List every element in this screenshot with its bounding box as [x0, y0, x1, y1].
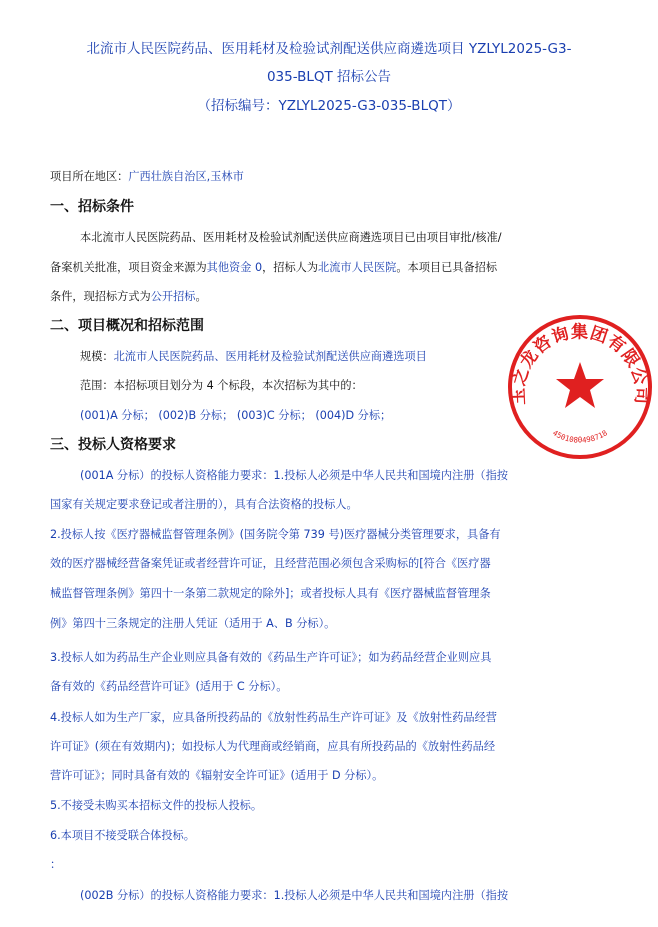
- qualification-line: 营许可证》；同时具备有效的《辐射安全许可证》(适用于 D 分标）。: [50, 769, 384, 782]
- qualification-line: 4.投标人如为生产厂家，应具备所投药品的《放射性药品生产许可证》及《放射性药品经营: [50, 711, 497, 724]
- qualification-line: 备有效的《药品经营许可证》(适用于 C 分标）。: [50, 680, 288, 693]
- fund-source: 其他资金 0: [206, 261, 263, 274]
- region-label: 项目所在地区：: [50, 170, 129, 183]
- qualification-line: ：: [50, 858, 62, 871]
- section-heading-qualifications: 三、投标人资格要求: [50, 437, 176, 453]
- project-scope: 范围：本招标项目划分为 4 个标段，本次招标为其中的：: [80, 379, 363, 392]
- qualification-line: 6.本项目不接受联合体投标。: [50, 829, 195, 842]
- star-icon: [556, 362, 604, 408]
- section-heading-conditions: 一、招标条件: [50, 199, 134, 215]
- qualification-line: 3.投标人如为药品生产企业则应具备有效的《药品生产许可证》；如为药品经营企业则应具: [50, 651, 492, 664]
- section-heading-overview: 二、项目概况和招标范围: [50, 318, 204, 334]
- qualification-line: 械监督管理条例》第四十一条第二款规定的除外]；或者投标人具有《医疗器械监督管理条: [50, 587, 491, 600]
- qualification-line: 效的医疗器械经营备案凭证或者经营许可证，且经营范围必须包含采购标的[符合《医疗器: [50, 557, 491, 570]
- qualification-line: 许可证》(须在有效期内)；如投标人为代理商或经销商，应具有所投药品的《放射性药品经: [50, 740, 496, 753]
- company-seal: [505, 312, 655, 462]
- project-scale: 规模：北流市人民医院药品、医用耗材及检验试剂配送供应商遴选项目: [80, 350, 427, 363]
- qualification-line: (002B 分标）的投标人资格能力要求：1.投标人必须是中华人民共和国境内注册（指按: [80, 889, 509, 902]
- conditions-paragraph-line-1: 本北流市人民医院药品、医用耗材及检验试剂配送供应商遴选项目已由项目审批/核准/: [80, 231, 502, 244]
- qualification-line: (001A 分标）的投标人资格能力要求：1.投标人必须是中华人民共和国境内注册（指按: [80, 469, 508, 482]
- qualification-line: 国家有关规定要求登记或者注册的），具有合法资格的投标人。: [50, 498, 358, 511]
- tender-method: 公开招标: [150, 290, 196, 303]
- title-line-1: 北流市人民医院药品、医用耗材及检验试剂配送供应商遴选项目 YZLYL2025-G3-: [86, 41, 572, 57]
- tender-number: （招标编号：YZLYL2025-G3-035-BLQT）: [197, 98, 461, 114]
- svg-text:4501080498718: [551, 428, 609, 445]
- project-region: [50, 169, 610, 185]
- qualification-line: 2.投标人按《医疗器械监督管理条例》(国务院令第 739 号)医疗器械分类管理要求，具备有: [50, 528, 501, 541]
- qualification-line: 5.不接受未购买本招标文件的投标人投标。: [50, 799, 263, 812]
- lot-list: (001)A 分标； (002)B 分标； (003)C 分标； (004)D 分标；: [80, 409, 392, 422]
- seal-number: 4501080498718: [551, 428, 609, 445]
- region-value: 广西壮族自治区,玉林市: [128, 170, 244, 183]
- conditions-paragraph-line-2: 备案机关批准，项目资金来源为其他资金 0，招标人为北流市人民医院。本项目已具备招标: [50, 261, 498, 274]
- qualification-line: 例》第四十三条规定的注册人凭证（适用于 A、B 分标）。: [50, 617, 336, 630]
- title-line-2: 035-BLQT 招标公告: [266, 69, 392, 85]
- tenderer-name: 北流市人民医院: [318, 261, 397, 274]
- conditions-paragraph-line-3: 条件，现招标方式为公开招标。: [50, 290, 207, 303]
- seal-text: 玉之龙咨询集团有限公司: [508, 322, 652, 406]
